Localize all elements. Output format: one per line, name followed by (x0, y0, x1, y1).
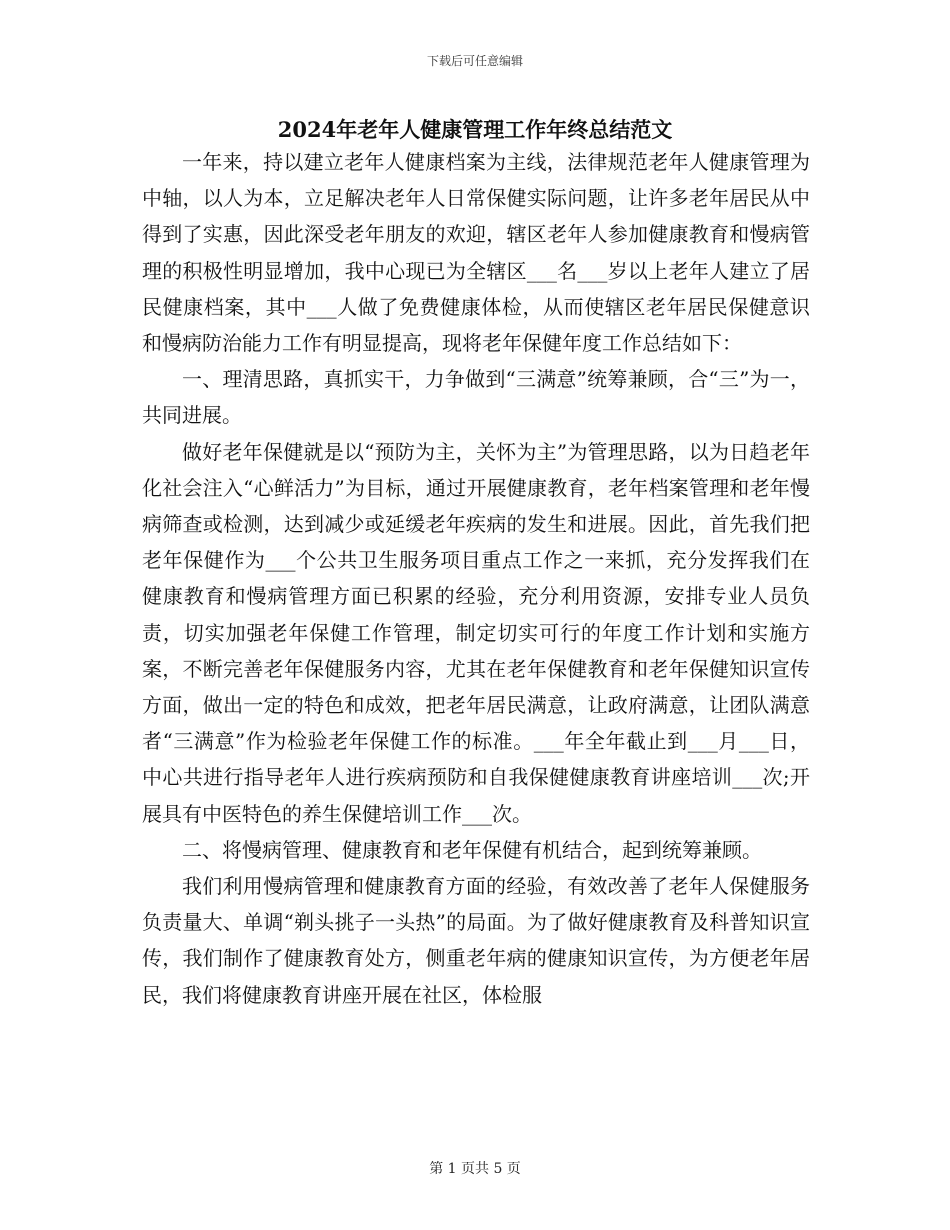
section-heading-1: 一、理清思路，真抓实干，力争做到“三满意”统筹兼顾，合“三”为一，共同进展。 (142, 367, 810, 428)
paragraph-section-1: 做好老年保健就是以“预防为主，关怀为主”为管理思路，以为日趋老年化社会注入“心鲜活力”为目标，通过开展健康教育，老年档案管理和老年慢病筛查或检测，达到减少或延缓老年疾病的发生和进展。因此，首先我们把老年保健作为___个公共卫生服务项目重点工作之一来抓，充分发挥我们在健康教育和慢病管理方面已积累的经验，充分利用资源，安排专业人员负责，切实加强老年保健工作管理，制定切实可行的年度工作计划和实施方案，不断完善老年保健服务内容，尤其在老年保健教育和老年保健知识宣传方面，做出一定的特色和成效，把老年居民满意，让政府满意，让团队满意者“三满意”作为检验老年保健工作的标准。___年全年截止到___月___日，中心共进行指导老年人进行疾病预防和自我保健健康教育讲座培训___次;开展具有中医特色的养生保健培训工作___次。 (142, 439, 810, 826)
document-body (142, 144, 810, 1013)
header-note: 下载后可任意编辑 (426, 54, 523, 68)
document-title: 2024年老年人健康管理工作年终总结范文 (277, 117, 673, 142)
page-number-footer: 第 1 页共 5 页 (429, 1161, 521, 1177)
paragraph-section-2: 我们利用慢病管理和健康教育方面的经验，有效改善了老年人保健服务负责量大、单调“剃头挑子一头热”的局面。为了做好健康教育及科普知识宣传，我们制作了健康教育处方，侧重老年病的健康知识宣传，为方便老年居民，我们将健康教育讲座开展在社区，体检服 (142, 874, 810, 1007)
paragraph-intro: 一年来，持以建立老年人健康档案为主线，法律规范老年人健康管理为中轴，以人为本，立足解决老年人日常保健实际问题，让许多老年居民从中得到了实惠，因此深受老年朋友的欢迎，辖区老年人参加健康教育和慢病管理的积极性明显增加，我中心现已为全辖区___名___岁以上老年人建立了居民健康档案，其中___人做了免费健康体检，从而使辖区老年居民保健意识和慢病防治能力工作有明显提高，现将老年保健年度工作总结如下： (142, 150, 810, 356)
section-heading-2: 二、将慢病管理、健康教育和老年保健有机结合，起到统筹兼顾。 (182, 837, 762, 862)
